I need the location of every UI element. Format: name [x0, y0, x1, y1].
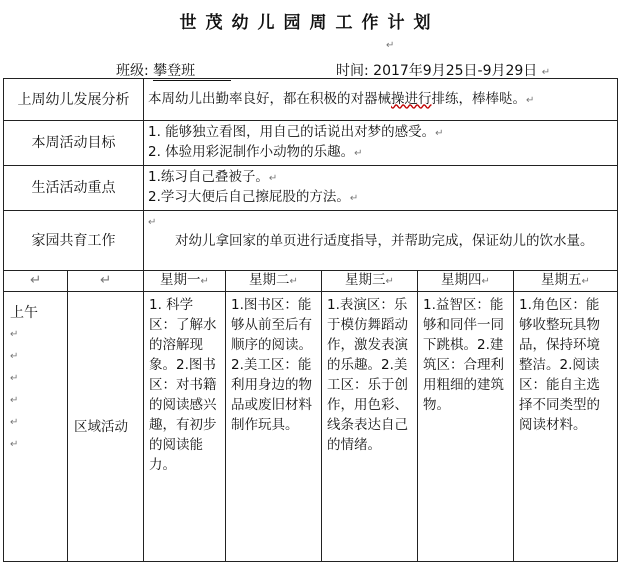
home-row: [4, 211, 618, 271]
life-item: 1.练习自己叠被子。↵: [148, 169, 278, 185]
day-header: 星期五↵: [514, 271, 618, 292]
time-label: 时间:: [336, 63, 369, 79]
home-content: ↵ 对幼儿拿回家的单页进行适度指导，并帮助完成，保证幼儿的饮水量。: [144, 211, 618, 271]
life-content: [144, 166, 618, 211]
time-info: [336, 60, 550, 80]
day-plan-friday: 1.角色区：能够收整玩具物品，保持环境整洁。2.阅读区：能自主选择不同类型的阅读材料。: [514, 292, 618, 562]
development-row: [4, 79, 618, 121]
day-header: 星期四↵: [418, 271, 514, 292]
goals-content: [144, 121, 618, 166]
day-header: 星期一↵: [144, 271, 226, 292]
day-header: 星期三↵: [322, 271, 418, 292]
development-label: 上周幼儿发展分析: [4, 79, 144, 121]
life-item: 2.学习大便后自己擦屁股的方法。↵: [148, 189, 359, 205]
weekday-header-row: [4, 271, 618, 292]
paragraph-mark-icon: ↵: [541, 67, 551, 78]
day-plan-monday: 1. 科学区：了解水的溶解现象。2.图书区：对书籍的阅读感兴趣，有初步的阅读能力。: [144, 292, 226, 562]
home-label: 家园共育工作: [4, 211, 144, 271]
life-label: 生活活动重点: [4, 166, 144, 211]
life-row: [4, 166, 618, 211]
goals-label: 本周活动目标: [4, 121, 144, 166]
day-plan-thursday: 1.益智区：能够和同伴一同下跳棋。2.建筑区：合理利用粗细的建筑物。: [418, 292, 514, 562]
period-label: 上午 ↵ ↵ ↵ ↵ ↵ ↵: [4, 292, 68, 562]
morning-row: [4, 292, 618, 562]
weekly-plan-table: [3, 78, 618, 562]
class-label: 班级:: [116, 63, 149, 79]
header-empty: ↵: [4, 271, 68, 292]
goals-row: [4, 121, 618, 166]
time-value: 2017年9月25日-9月29日: [373, 63, 538, 79]
activity-label: 区域活动: [68, 292, 144, 562]
day-header: 星期二↵: [226, 271, 322, 292]
goal-item: 1. 能够独立看图，用自己的话说出对梦的感受。↵: [148, 124, 444, 140]
class-value: 攀登班: [153, 60, 231, 81]
home-text: 对幼儿拿回家的单页进行适度指导，并帮助完成，保证幼儿的饮水量。: [175, 233, 594, 249]
development-content: 本周幼儿出勤率良好，都在积极的对器械操进行排练，棒棒哒。↵: [144, 79, 618, 121]
day-plan-tuesday: 1.图书区：能够从前至后有顺序的阅读。2.美工区：能利用身边的物品或废旧材料制作玩具。: [226, 292, 322, 562]
day-plan-wednesday: 1.表演区：乐于模仿舞蹈动作，激发表演的乐趣。2.美工区：乐于创作，用色彩、线条表达自己的情绪。: [322, 292, 418, 562]
paragraph-mark-icon: ↵: [386, 40, 395, 51]
page-title: 世茂幼儿园周工作计划: [179, 13, 440, 33]
header-empty: ↵: [68, 271, 144, 292]
goal-item: 2. 体验用彩泥制作小动物的乐趣。↵: [148, 144, 363, 160]
